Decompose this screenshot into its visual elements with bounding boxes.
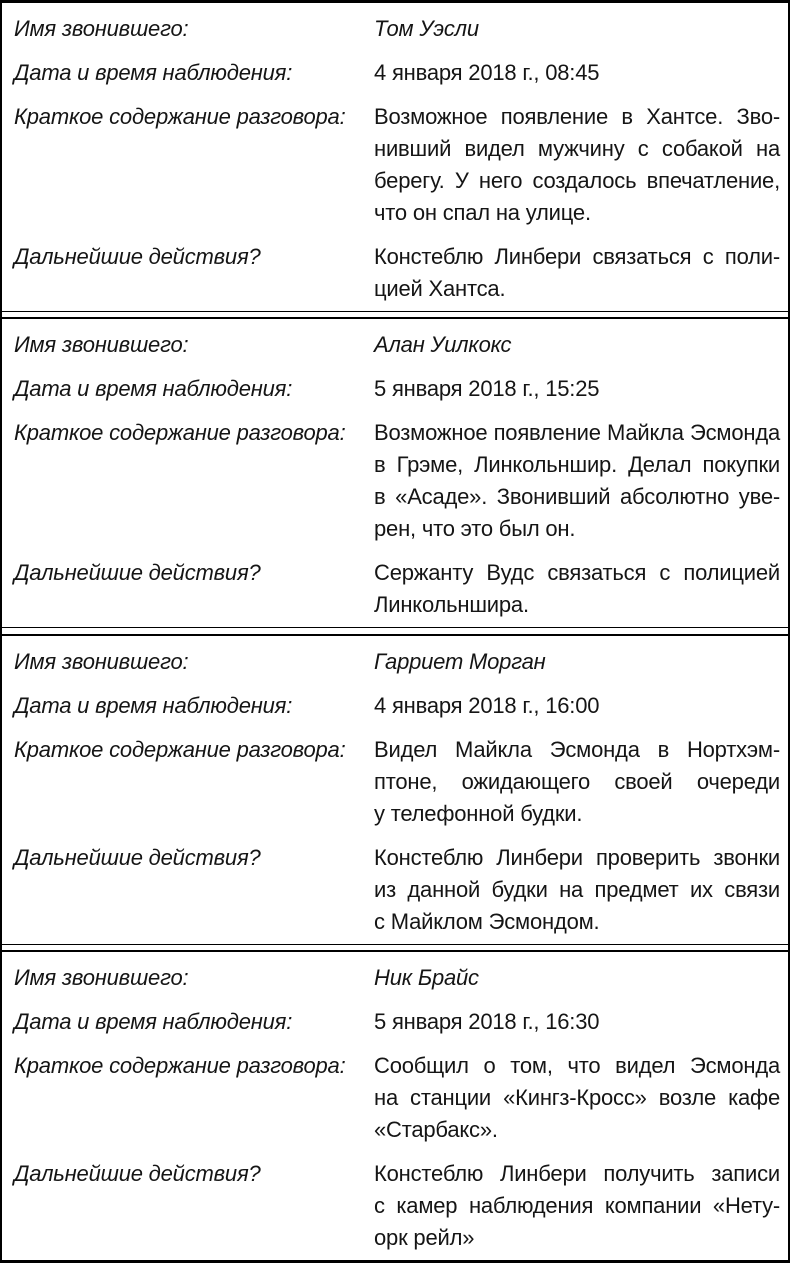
caller-name-label: Имя звонившего: [14, 964, 189, 990]
text-line: Сержанту Вудс связаться с полицией [374, 560, 780, 586]
caller-name-value: Том Уэсли [374, 16, 479, 41]
call-record-1 [2, 3, 788, 312]
summary-label: Краткое содержание разговора: [14, 736, 346, 762]
caller-name-label: Имя звонившего: [14, 332, 189, 358]
action-row [14, 842, 780, 938]
date-label: Дата и время наблюдения: [14, 376, 293, 402]
caller-row [14, 646, 780, 678]
text-line: с камер наблюдения компании «Нету- [374, 1192, 780, 1218]
action-value [374, 1158, 780, 1254]
section-divider [2, 313, 788, 317]
caller-row [14, 962, 780, 994]
text-line: орк рейл» [374, 1224, 475, 1250]
text-line: Возможное появление Майкла Эсмонда [374, 420, 780, 446]
action-row [14, 557, 780, 621]
summary-value [374, 101, 780, 229]
text-line: у телефонной будки. [374, 800, 583, 826]
caller-name-label: Имя звонившего: [14, 648, 189, 674]
action-label: Дальнейшие действия? [14, 244, 261, 269]
text-line: нивший видел мужчину с собакой на [374, 136, 780, 161]
date-row [14, 1006, 780, 1038]
date-label: Дата и время наблюдения: [14, 692, 293, 718]
text-line: Возможное появление в Хантсе. Зво- [374, 104, 780, 129]
call-record-3 [2, 634, 788, 945]
date-label: Дата и время наблюдения: [14, 60, 293, 85]
text-line: Констеблю Линбери проверить звонки [374, 844, 780, 870]
caller-name-value: Алан Уилкокс [374, 332, 512, 358]
text-line: что он спал на улице. [374, 200, 591, 225]
date-value: 4 января 2018 г., 08:45 [374, 60, 600, 85]
text-line: в Грэме, Линкольншир. Делал покупки [374, 452, 780, 478]
summary-row [14, 734, 780, 830]
text-line: в «Асаде». Звонивший абсолютно уве- [374, 484, 780, 510]
text-line: рен, что это был он. [374, 516, 576, 542]
caller-row [14, 329, 780, 361]
date-row [14, 57, 780, 89]
caller-name-label: Имя звонившего: [14, 16, 189, 41]
caller-name-value: Гарриет Морган [374, 648, 546, 674]
text-line: Сообщил о том, что видел Эсмонда [374, 1052, 780, 1078]
date-value: 4 января 2018 г., 16:00 [374, 692, 600, 718]
section-divider [2, 945, 788, 949]
action-label: Дальнейшие действия? [14, 844, 261, 870]
date-value: 5 января 2018 г., 15:25 [374, 376, 600, 402]
date-row [14, 690, 780, 722]
text-line: берегу. У него создалось впечатление, [374, 168, 780, 193]
summary-row [14, 417, 780, 545]
summary-label: Краткое содержание разговора: [14, 420, 346, 446]
text-line: Видел Майкла Эсмонда в Нортхэм- [374, 736, 780, 762]
summary-value [374, 417, 780, 545]
date-label: Дата и время наблюдения: [14, 1008, 293, 1034]
summary-label: Краткое содержание разговора: [14, 104, 346, 129]
call-record-2 [2, 317, 788, 628]
action-row [14, 241, 780, 305]
text-line: Констеблю Линбери связаться с поли- [374, 244, 780, 269]
summary-row [14, 101, 780, 229]
action-value [374, 557, 780, 621]
summary-label: Краткое содержание разговора: [14, 1052, 346, 1078]
text-line: Линкольншира. [374, 592, 529, 618]
text-line: «Старбакс». [374, 1116, 498, 1142]
date-value: 5 января 2018 г., 16:30 [374, 1008, 600, 1034]
text-line: птоне, ожидающего своей очереди [374, 768, 780, 794]
call-record-4 [2, 950, 788, 1260]
summary-value [374, 734, 780, 830]
text-line: с Майклом Эсмондом. [374, 908, 600, 934]
text-line: Констеблю Линбери получить записи [374, 1160, 780, 1186]
summary-row [14, 1050, 780, 1146]
action-label: Дальнейшие действия? [14, 560, 261, 586]
text-line: цией Хантса. [374, 276, 506, 301]
text-line: на станции «Кингз-Кросс» возле кафе [374, 1084, 780, 1110]
summary-value [374, 1050, 780, 1146]
action-row [14, 1158, 780, 1254]
section-divider [2, 629, 788, 633]
action-value [374, 842, 780, 938]
text-line: из данной будки на предмет их связи [374, 876, 780, 902]
date-row [14, 373, 780, 405]
action-label: Дальнейшие действия? [14, 1160, 261, 1186]
caller-row [14, 13, 780, 45]
action-value [374, 241, 780, 305]
caller-name-value: Ник Брайс [374, 964, 479, 990]
